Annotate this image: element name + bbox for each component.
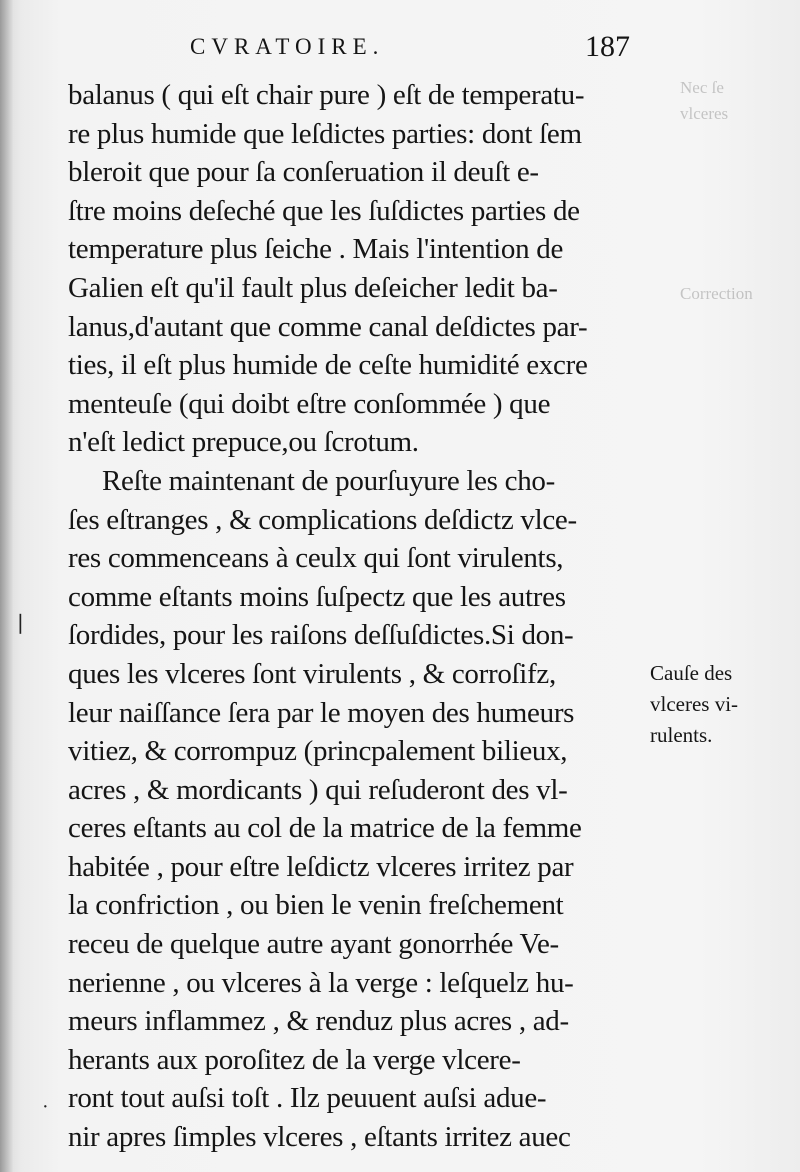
- show-through-text: vlceres: [680, 104, 729, 123]
- text-line: la confriction , ou bien le venin freſchement: [68, 889, 564, 922]
- text-line: Galien eſt qu'il fault plus deſeicher ledit ba-: [68, 271, 558, 304]
- text-line: bleroit que pour ſa conſeruation il deuſt e-: [68, 156, 539, 189]
- show-through-text: Nec ſe: [680, 78, 724, 97]
- marginal-note-line: vlceres vi-: [650, 692, 739, 716]
- text-line: ſes eſtranges , & complications deſdictz vlce-: [68, 503, 577, 536]
- show-through-text: Correction: [680, 284, 753, 303]
- text-line: acres , & mordicants ) qui reſuderont des vl-: [68, 773, 568, 806]
- marginal-note-line: Cauſe des: [650, 661, 733, 685]
- page-number: 187: [585, 30, 630, 63]
- text-line: vitiez, & corrompuz (princpalement bilieux,: [68, 735, 568, 768]
- text-line: nir apres ſimples vlceres , eſtants irritez auec: [68, 1121, 571, 1154]
- gutter-shadow: [0, 0, 14, 1172]
- text-line: leur naiſſance ſera par le moyen des humeurs: [68, 696, 575, 729]
- text-line: n'eſt ledict prepuce,ou ſcrotum.: [68, 426, 419, 459]
- text-line: menteuſe (qui doibt eſtre conſommée ) que: [68, 387, 551, 420]
- text-line: nerienne , ou vlceres à la verge : leſquelz hu-: [68, 966, 574, 999]
- text-line: ſordides, pour les raiſons deſſuſdictes.Si don-: [68, 619, 574, 652]
- text-line: temperature plus ſeiche . Mais l'intention de: [68, 233, 564, 266]
- ink-dot: ·: [42, 1096, 49, 1118]
- paragraph-start-line: Reſte maintenant de pourſuyure les cho-: [102, 464, 555, 497]
- body-text: [68, 76, 648, 1157]
- text-line: ſtre moins deſeché que les ſuſdictes parties de: [68, 194, 580, 227]
- text-line: comme eſtants moins ſuſpectz que les autres: [68, 580, 566, 613]
- ink-mark: ❘: [12, 612, 29, 634]
- text-line: receu de quelque autre ayant gonorrhée Ve-: [68, 928, 559, 961]
- page-header: [190, 28, 630, 68]
- text-line: balanus ( qui eſt chair pure ) eſt de temperatu-: [68, 79, 585, 111]
- text-line: lanus,d'autant que comme canal deſdictes par-: [68, 310, 588, 343]
- running-head: CVRATOIRE.: [190, 34, 385, 59]
- text-line: re plus humide que leſdictes parties: dont ſem: [68, 117, 582, 150]
- text-line: ques les vlceres ſont virulents , & corroſifz,: [68, 657, 556, 690]
- text-line: ties, il eſt plus humide de ceſte humidité excre: [68, 349, 588, 382]
- text-line: meurs inflammez , & renduz plus acres , ad-: [68, 1005, 569, 1038]
- marginal-note: [650, 658, 800, 751]
- text-line: ront tout auſsi toſt . Ilz peuuent auſsi adue-: [68, 1082, 547, 1115]
- text-line: res commenceans à ceulx qui ſont virulents,: [68, 542, 564, 575]
- text-line: habitée , pour eſtre leſdictz vlceres irritez par: [68, 850, 574, 883]
- text-line: herants aux poroſitez de la verge vlcere-: [68, 1043, 521, 1076]
- text-line: ceres eſtants au col de la matrice de la femme: [68, 812, 582, 845]
- marginal-note-line: rulents.: [650, 723, 713, 747]
